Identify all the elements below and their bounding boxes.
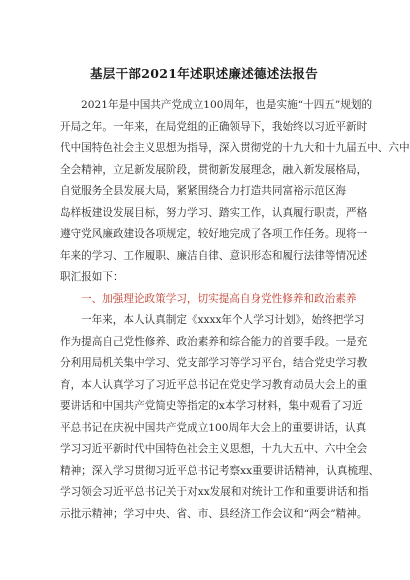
- paragraph-line: 要讲话和中国共产党简史等指定的x本学习材料，集中观看了习近: [60, 400, 363, 412]
- paragraph-line: 示批示精神；学习中央、省、市、县经济工作会议和“两会”精神。: [60, 507, 368, 520]
- paragraph-line: 一年来，本人认真制定《xxxx年个人学习计划》，始终把学习: [81, 314, 365, 326]
- document-body: [60, 95, 410, 525]
- paragraph-line: 作为提高自己党性修养、政治素养和综合能力的首要手段。一是充: [60, 335, 368, 348]
- paragraph-line: 开局之年。一年来，在局党组的正确领导下，我始终以习近平新时: [60, 120, 368, 133]
- document-title: 基层干部2021年述职述廉述德述法报告: [90, 66, 318, 81]
- paragraph-line: 代中国特色社会主义思想为指导，深入贯彻党的十九大和十九届五中、六中: [60, 142, 410, 154]
- paragraph-line: 育，本人认真学习了习近平总书记在党史学习教育动员大会上的重: [60, 378, 368, 391]
- paragraph-line: 学习领会习近平总书记关于对xx发展和对统计工作和重要讲话和指: [60, 486, 369, 498]
- paragraph-line: 自觉服务全县发展大局，紧紧围绕合力打造共同富裕示范区海: [60, 185, 347, 197]
- paragraph-line: 岛样板建设发展目标，努力学习、踏实工作，认真履行职责，严格: [60, 206, 368, 219]
- paragraph-line: 平总书记在庆祝中国共产党成立100周年大会上的重要讲话，认真: [60, 421, 367, 434]
- paragraph-line: 学习习近平新时代中国特色社会主义思想，十九大五中、六中全会: [60, 443, 368, 455]
- paragraph-line: 职汇报如下：: [60, 271, 124, 283]
- paragraph-line: 遵守党风廉政建设各项规定，较好地完成了各项工作任务。现将一: [60, 228, 368, 240]
- paragraph-line: 2021年是中国共产党成立100周年，也是实施“十四五”规划的: [81, 99, 373, 111]
- paragraph-line: 精神；深入学习贯彻习近平总书记考察xx重要讲话精神，认真梳理、: [60, 464, 380, 477]
- paragraph-line: 全会精神，立足新发展阶段，贯彻新发展理念，融入新发展格局，: [60, 163, 368, 176]
- section-heading: 一、加强理论政策学习，切实提高自身党性修养和政治素养: [81, 292, 357, 305]
- paragraph-line: 分利用局机关集中学习、党支部学习等学习平台，结合党史学习教: [60, 357, 368, 369]
- paragraph-line: 年来的学习、工作履职、廉洁自律、意识形态和履行法律等情况述: [60, 249, 368, 262]
